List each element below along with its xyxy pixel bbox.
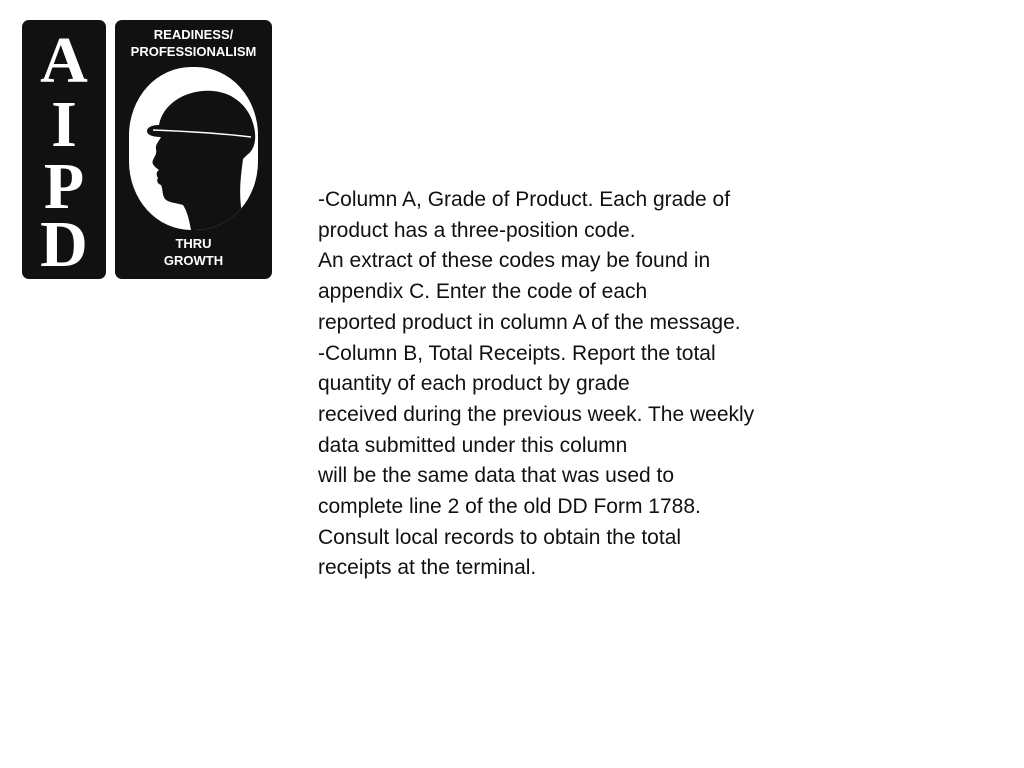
- logo-letter-p: P: [43, 150, 85, 223]
- logo-letter-d: D: [40, 208, 88, 281]
- text-line: -Column B, Total Receipts. Report the total: [318, 341, 716, 365]
- text-line: receipts at the terminal.: [318, 556, 537, 580]
- text-line: received during the previous week. The weekly: [318, 402, 755, 426]
- instruction-text: [318, 185, 818, 584]
- logo-motto-line-growth: GROWTH: [163, 253, 224, 268]
- logo-letters-panel: [22, 20, 106, 279]
- aipd-logo: [22, 20, 272, 279]
- text-line: product has a three-position code.: [318, 218, 636, 242]
- logo-motto-top: [115, 26, 272, 60]
- text-line: An extract of these codes may be found in: [318, 249, 711, 273]
- text-line: -Column A, Grade of Product. Each grade of: [318, 188, 731, 211]
- logo-medallion: [129, 67, 258, 230]
- text-line: complete line 2 of the old DD Form 1788.: [318, 495, 701, 519]
- logo-motto-line-readiness: READINESS/: [153, 27, 234, 42]
- text-line: data submitted under this column: [318, 433, 628, 457]
- text-line: quantity of each product by grade: [318, 372, 630, 396]
- logo-motto-bottom: [115, 235, 272, 269]
- logo-letter-a: A: [40, 24, 88, 97]
- text-line: Consult local records to obtain the total: [318, 525, 682, 549]
- logo-letter-i: I: [51, 88, 77, 161]
- text-line: reported product in column A of the message.: [318, 310, 741, 334]
- logo-motto-line-professionalism: PROFESSIONALISM: [130, 44, 257, 59]
- logo-emblem-panel: [115, 20, 272, 279]
- text-line: will be the same data that was used to: [318, 464, 675, 488]
- soldier-helmet-silhouette-icon: [129, 67, 258, 230]
- logo-motto-line-thru: THRU: [175, 236, 212, 251]
- text-line: appendix C. Enter the code of each: [318, 280, 648, 304]
